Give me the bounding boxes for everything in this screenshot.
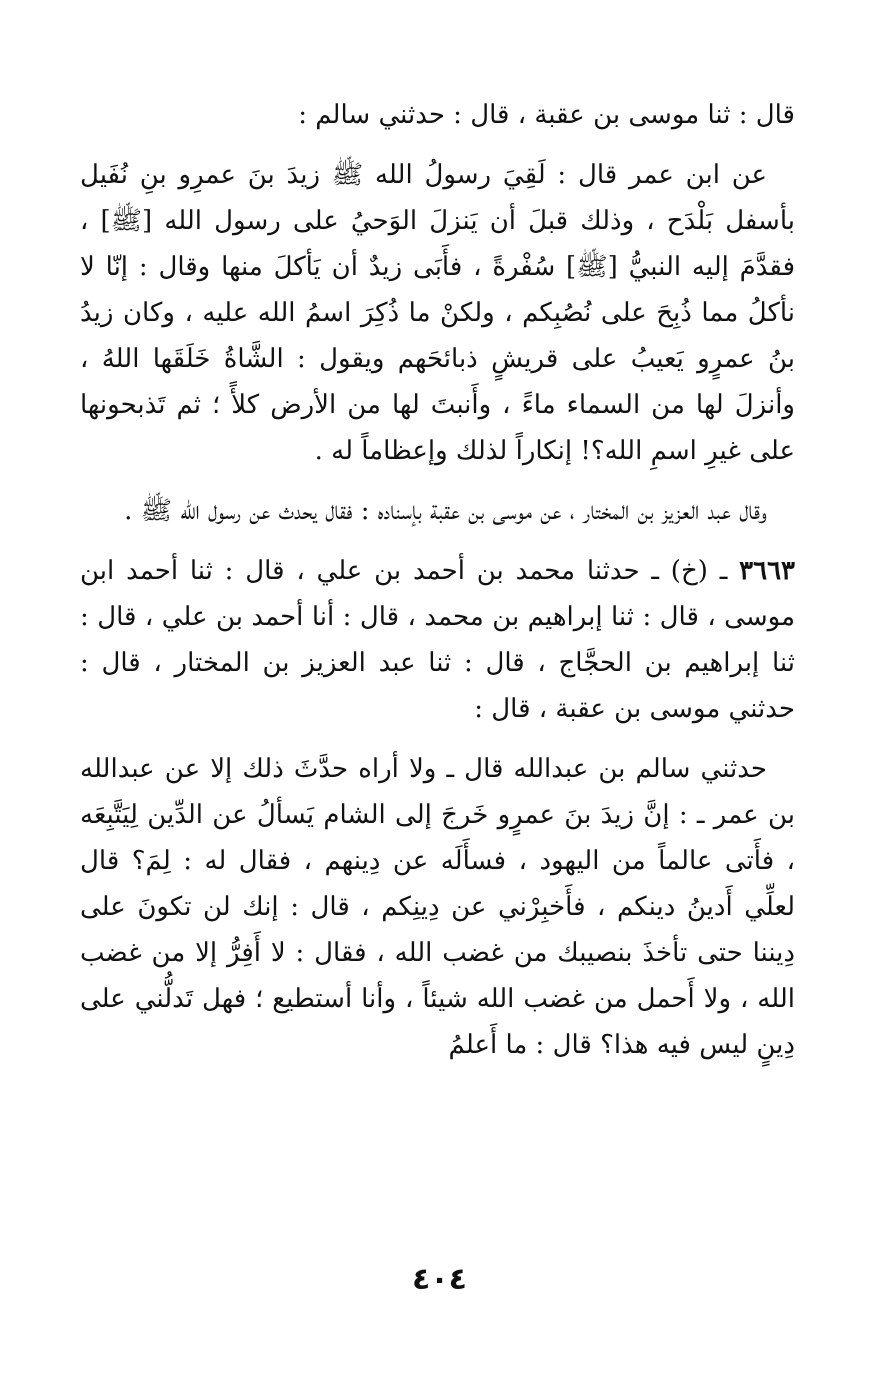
hadith-chain-text: حدثنا محمد بن أحمد بن علي ، قال : ثنا أحمد ابن موسى ، قال : ثنا إبراهيم بن محمد ، قال : أنا أحمد بن علي ، قال : ثنا إبراهيم بن الحجَّاج ، قال : ثنا عبد العزيز بن المختار ، قال : حدثني موسى بن عقبة ، قال :	[80, 556, 795, 724]
paragraph-hadith-3663	[80, 548, 795, 732]
page-number: ٤٠٤	[412, 1262, 467, 1297]
paragraph-zayd-narration: عن ابن عمر قال : لَقِيَ رسولُ الله ﷺ زيدَ بنَ عمرِو بنِ نُفَيل بأسفل بَلْدَح ، وذلك قبلَ أن يَنزلَ الوَحيُ على رسول الله [ﷺ] ، فقدَّمَ إليه النبيُّ [ﷺ] سُفْرةً ، فأَبَى زيدٌ أن يَأكلَ منها وقال : إنّا لا نأكلُ مما ذُبِحَ على نُصُبِكم ، ولكنْ ما ذُكِرَ اسمُ الله عليه ، وكان زيدُ بنُ عمرٍو يَعيبُ على قريشٍ ذبائحَهم ويقول : الشَّاةُ خَلَقَها اللهُ ، وأنزلَ لها من السماء ماءً ، وأَنبتَ لها من الأرض كلأً ؛ ثم تَذبحونها على غيرِ اسمِ الله؟! إنكاراً لذلك وإعظاماً له .	[80, 160, 795, 466]
paragraph-opening-chain: قال : ثنا موسى بن عقبة ، قال : حدثني سالم :	[298, 100, 795, 130]
page-body	[80, 92, 795, 1068]
hadith-source-marker: ـ (خ) ـ	[651, 556, 728, 586]
paragraph-alternate-chain: وقال عبد العزيز بن المختار ، عن موسى بن عقبة بإسناده : فقال يحدث عن رسول الله ﷺ .	[124, 496, 767, 526]
paragraph-salim-narration: حدثني سالم بن عبدالله قال ـ ولا أراه حدَّثَ ذلك إلا عن عبدالله بن عمر ـ : إنَّ زيدَ بنَ عمرٍو خَرجَ إلى الشام يَسألُ عن الدِّين لِيَتَّبِعَه ، فأَتى عالماً من اليهود ، فسأَلَه عن دِينهم ، فقال له : لِمَ؟ قال لعلِّي أَدينُ دينكم ، فأَخبِرْني عن دِينِكم ، قال : إنك لن تكونَ على دِيننا حتى تأخذَ بنصيبك من غضب الله ، فقال : لا أَفِرُّ إلا من غضب الله ، ولا أَحمل من غضب الله شيئاً ، وأنا أستطيع ؛ فهل تَدلُّني على دِينٍ ليس فيه هذا؟ قال : ما أَعلمُ	[80, 754, 795, 1060]
hadith-number: ٣٦٦٣	[739, 556, 796, 586]
